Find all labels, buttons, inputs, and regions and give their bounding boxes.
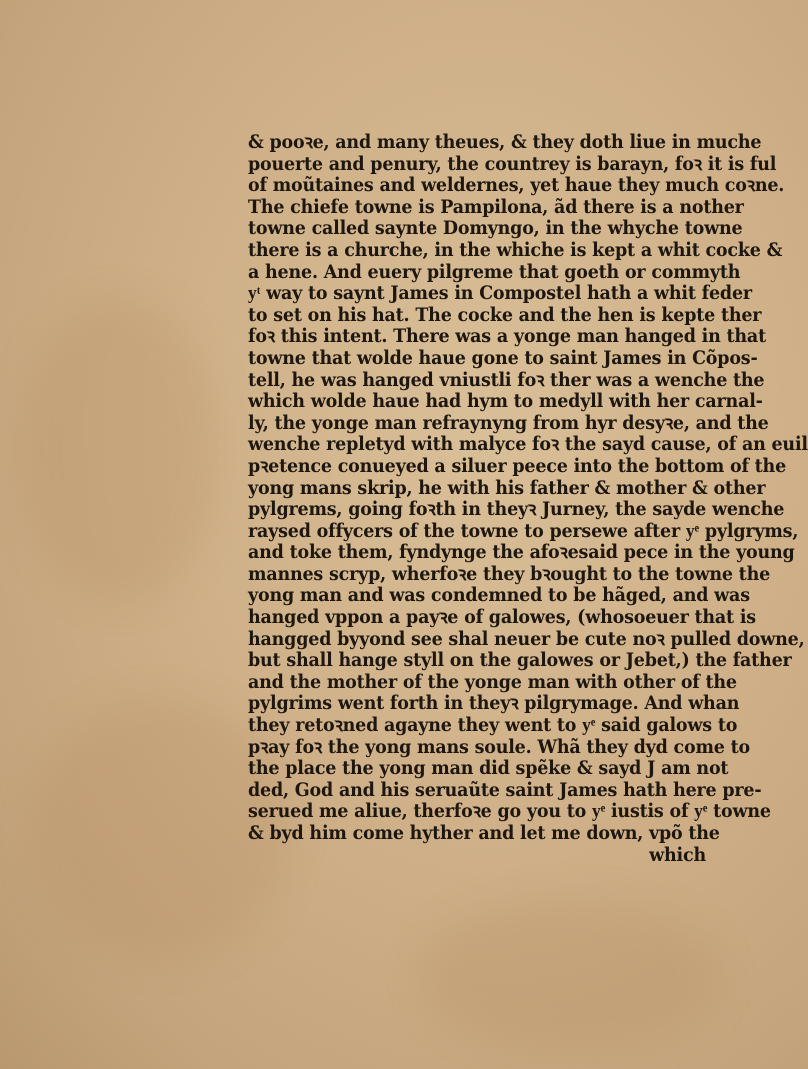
- text-line: yͭ way to saynt James in Compostel hath a whit feder: [248, 283, 752, 305]
- text-line: serued me aliue, therfoꝛe go you to yͤ iustis of yͤ towne: [248, 801, 771, 824]
- text-line: & pooꝛe, and many theues, & they doth liue in muche: [248, 132, 762, 154]
- text-line: of moũtaines and weldernes, yet haue they much coꝛne.: [248, 175, 785, 197]
- text-line: mannes scryp, wherfoꝛe they bꝛought to the towne the: [248, 563, 771, 586]
- text-line: & byd him come hyther and let me down, vpõ the: [248, 823, 720, 845]
- text-line: they retoꝛned agayne they went to yͤ said galows to: [248, 715, 738, 737]
- text-line: yong man and was condemned to be hãged, and was: [248, 585, 750, 608]
- paper-stain: [20, 300, 220, 600]
- text-line: a hene. And euery pilgreme that goeth or commyth: [248, 261, 741, 284]
- text-line: ded, God and his seruaũte saint James hath here pre-: [248, 779, 762, 802]
- text-line: there is a churche, in the whiche is kept a whit cocke &: [248, 239, 783, 262]
- text-line: towne called saynte Domyngo, in the whyche towne: [248, 218, 743, 240]
- catchword: which: [649, 844, 706, 867]
- text-line: to set on his hat. The cocke and the hen is kepte ther: [248, 304, 762, 327]
- text-line: ly, the yonge man refraynyng from hyr desyꝛe, and the: [248, 412, 769, 435]
- text-line: The chiefe towne is Pampilona, ãd there is a nother: [248, 196, 744, 219]
- text-line: towne that wolde haue gone to saint James in Cõpos-: [248, 347, 758, 370]
- text-line: the place the yong man did spẽke & sayd J am not: [248, 758, 729, 780]
- text-line: hanged vppon a payꝛe of galowes, (whosoeuer that is: [248, 607, 756, 629]
- text-line: raysed offycers of the towne to persewe after yͤ pylgryms,: [248, 520, 799, 543]
- text-line: pylgrims went forth in theyꝛ pilgrymage. And whan: [248, 693, 740, 716]
- text-line: but shall hange styll on the galowes or Jebet,) the father: [248, 650, 792, 672]
- text-line: pꝛetence conueyed a siluer peece into the bottom of the: [248, 455, 787, 478]
- text-line: pouerte and penury, the countrey is barayn, foꝛ it is ful: [248, 153, 777, 176]
- text-line: which wolde haue had hym to medyll with her carnal-: [248, 391, 763, 413]
- page-text-block: [248, 132, 808, 867]
- text-line: and toke them, fyndynge the afoꝛesaid pece in the young: [248, 542, 795, 564]
- text-line: and the mother of the yonge man with other of the: [248, 671, 737, 694]
- text-line: yong mans skrip, he with his father & mother & other: [248, 477, 766, 500]
- text-line: foꝛ this intent. There was a yonge man hanged in that: [248, 326, 766, 348]
- text-line: pylgrems, going foꝛth in theyꝛ Jurney, the sayde wenche: [248, 499, 785, 521]
- text-line: hangged byyond see shal neuer be cute noꝛ pulled downe,: [248, 628, 805, 651]
- text-line: pꝛay foꝛ the yong mans soule. Whã they dyd come to: [248, 736, 750, 759]
- paper-stain: [420, 900, 720, 1050]
- text-line: wenche repletyd with malyce foꝛ the sayd cause, of an euil: [248, 434, 808, 456]
- text-line: tell, he was hanged vniustli foꝛ ther was a wenche the: [248, 369, 765, 392]
